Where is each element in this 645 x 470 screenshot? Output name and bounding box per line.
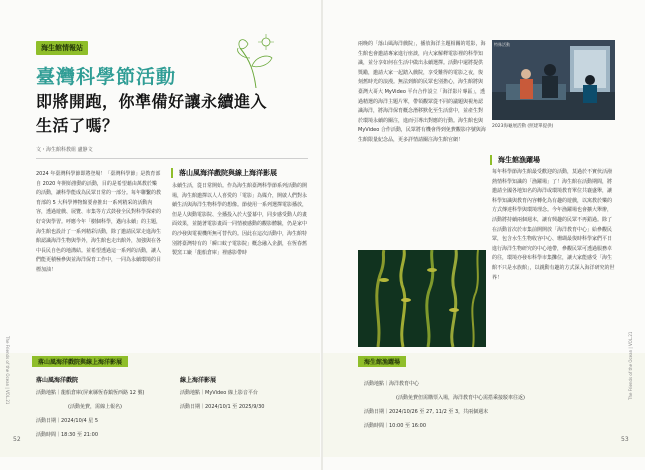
photo-scene-icon: [492, 40, 615, 120]
event-detail: 活動時間｜18:30 至 21:00: [36, 432, 98, 438]
event-detail: 活動地點｜海洋教育中心: [364, 381, 420, 387]
event-box-tag: 海生館漁躍場: [358, 356, 406, 367]
event-info-box: [0, 353, 320, 457]
event-detail: (活動免費，需線上報名): [68, 404, 122, 410]
film-paragraph-continued: 兩晚的「落山風海洋戲院」，播放海洋主題相關的電影，海生館也會邀請專家進行座談，向大家解釋電影裡的科學知識，並分享如何在生活中做出永續選擇。活動中還將提供獎勵，邀請大家一起踏入戲院，享受難得的電影之夜，復刻舊時光的浪漫。無法到館的民眾也別擔心，海生館將與臺灣大哥大 MyVideo 平台合作設立「海洋影片專區」，透過精選的海洋主題片單，帶領觀眾從不同的議題與視角認識海洋，將海洋保育概念潛移默化至生活當中，並產生對於環境永續的關注，進而引導出對應的行動。海生館也與 MyVideo 合作活動，民眾將有機會得到免費觀影序號與海生館限量紀念品，更多詳情請關注海生館官網！: [358, 41, 486, 143]
page-title: 臺灣科學節活動: [36, 66, 177, 88]
intro-paragraph: 2024 年臺灣科學節即將登場！「臺灣科學節」是教育部自 2020 年開始推動的活動，目的是希望藉由萬教於樂的活動，讓科學能成為民眾日常的一部分。每年聯繫的教育部的 5 大科學博物館要會推出一系列精采的活動內容，透過遊戲、展覽、市集等方式鼓發全民對科學探索的好奇與學習。呼應今年「樹個科學，邁向永續」的主題，海生館也設計了一系列精彩活動，除了邀請民眾走進海生館認識海洋生物與學外，海生館也走出館外，加強與在各中長民自色的地溝結。並希望透過這一系列的活動，讓人們能更積極參與並海洋保育工作中，一同為永續環境的目標加油！: [36, 171, 162, 273]
section-heading-fair: 海生館漁躍場: [490, 155, 540, 165]
running-footer: The Friends of the Ocean | VOL.21: [628, 331, 633, 400]
running-footer: The Friends of the Ocean | VOL.21: [5, 336, 10, 405]
section-heading-film: 落山風海洋戲院與線上海洋影展: [171, 168, 277, 178]
event-detail: (活動免費但需購票入場，海洋教育中心需搭乘接駁車往返): [396, 395, 525, 401]
event-detail: 活動時間｜10:00 至 16:00: [364, 423, 426, 429]
fair-paragraph: 每年科學節海生館最受歡迎的活動，莫過於不實伙活潑熱情科學知識的「漁躍場」了！海生館在活動期間，將邀請全國各地知名的海洋或環境教育單位共襄盛舉，讓科學知識與教育內容轉化為有趣的遊戲，以寓教於樂的方式傳達科學與環境理念。今年漁躍場也會擴大舉辦，活動將持續兩個週末，讓有興趣的民眾不再錯過。除了在活動首次於市集前開開放「海洋教育中心」給參觀民眾，包含水生生物收容中心、珊瑚最復時科學家們平日進行海洋生物研究的中心地帶，參觀民眾可透過服務卓的往，環境亦發布科學市集攤位，讓大家能感受「海生館不只是水族館」，以親動有趣的方式深入海洋研究的世界！: [492, 169, 615, 281]
event-detail: 活動日期｜2024/10/4 星 5: [36, 418, 98, 424]
event-title: 線上海洋影展: [180, 377, 217, 384]
event-title: 落山風海洋戲院: [36, 377, 79, 384]
event-detail: 活動地點｜龍船倉庫(屏東縣恆春鎮恆西路 12 號): [36, 390, 145, 396]
page-number: 52: [13, 436, 21, 443]
event-detail: 活動日期｜2024/10/1 至 2025/9/30: [180, 404, 265, 410]
author-credit: 文・海生館科教組 盧静文: [36, 147, 93, 153]
event-box-tag: 落山風海洋戲院與線上海洋影展: [32, 356, 128, 367]
page-number: 53: [621, 436, 629, 443]
film-paragraph: 永續生活，從日常開始。作為海生館臺灣科學節系列活動的開場，海生館邀擇以人人喜愛的「電影」為媒介，開啟人們對永續生活與海洋生物科學的想像。節使用一系列選擇電影播放，但是人與動電影院、全播投入於大螢幕中，同步感受動人的畫面效果，並隨著電影畫面一同情被感動的觀影體驗，仍是家中的沙發與電視機所無可替代的。因此在這次活動中，海生館特別將臺灣特有的「瞬口蚊子電影院」概念融入企劃，在恆春舊製窯工廠「龍船倉庫」裡感影帶時: [172, 183, 308, 257]
event-photo: [492, 40, 615, 120]
event-info-box: [323, 353, 645, 457]
page-subtitle: 即將開跑，你準備好讓永續進入生活了嗎？: [36, 92, 268, 135]
photo-caption: 2023海龜展活動 (照建單提供): [492, 124, 554, 129]
event-detail: 活動日期｜2024/10/26 至 27, 11/2 至 3，共兩個週末: [364, 409, 489, 415]
section-tag: 海生館情報站: [36, 41, 88, 55]
photo-label: 特殊活動: [494, 42, 510, 47]
divider: [36, 158, 308, 159]
kelp-scene-icon: [358, 250, 486, 347]
event-detail: 活動地點｜MyVideo 線上影音平台: [180, 390, 258, 396]
kelp-photo: [358, 250, 486, 347]
leaf-illustration-icon: [232, 32, 280, 90]
